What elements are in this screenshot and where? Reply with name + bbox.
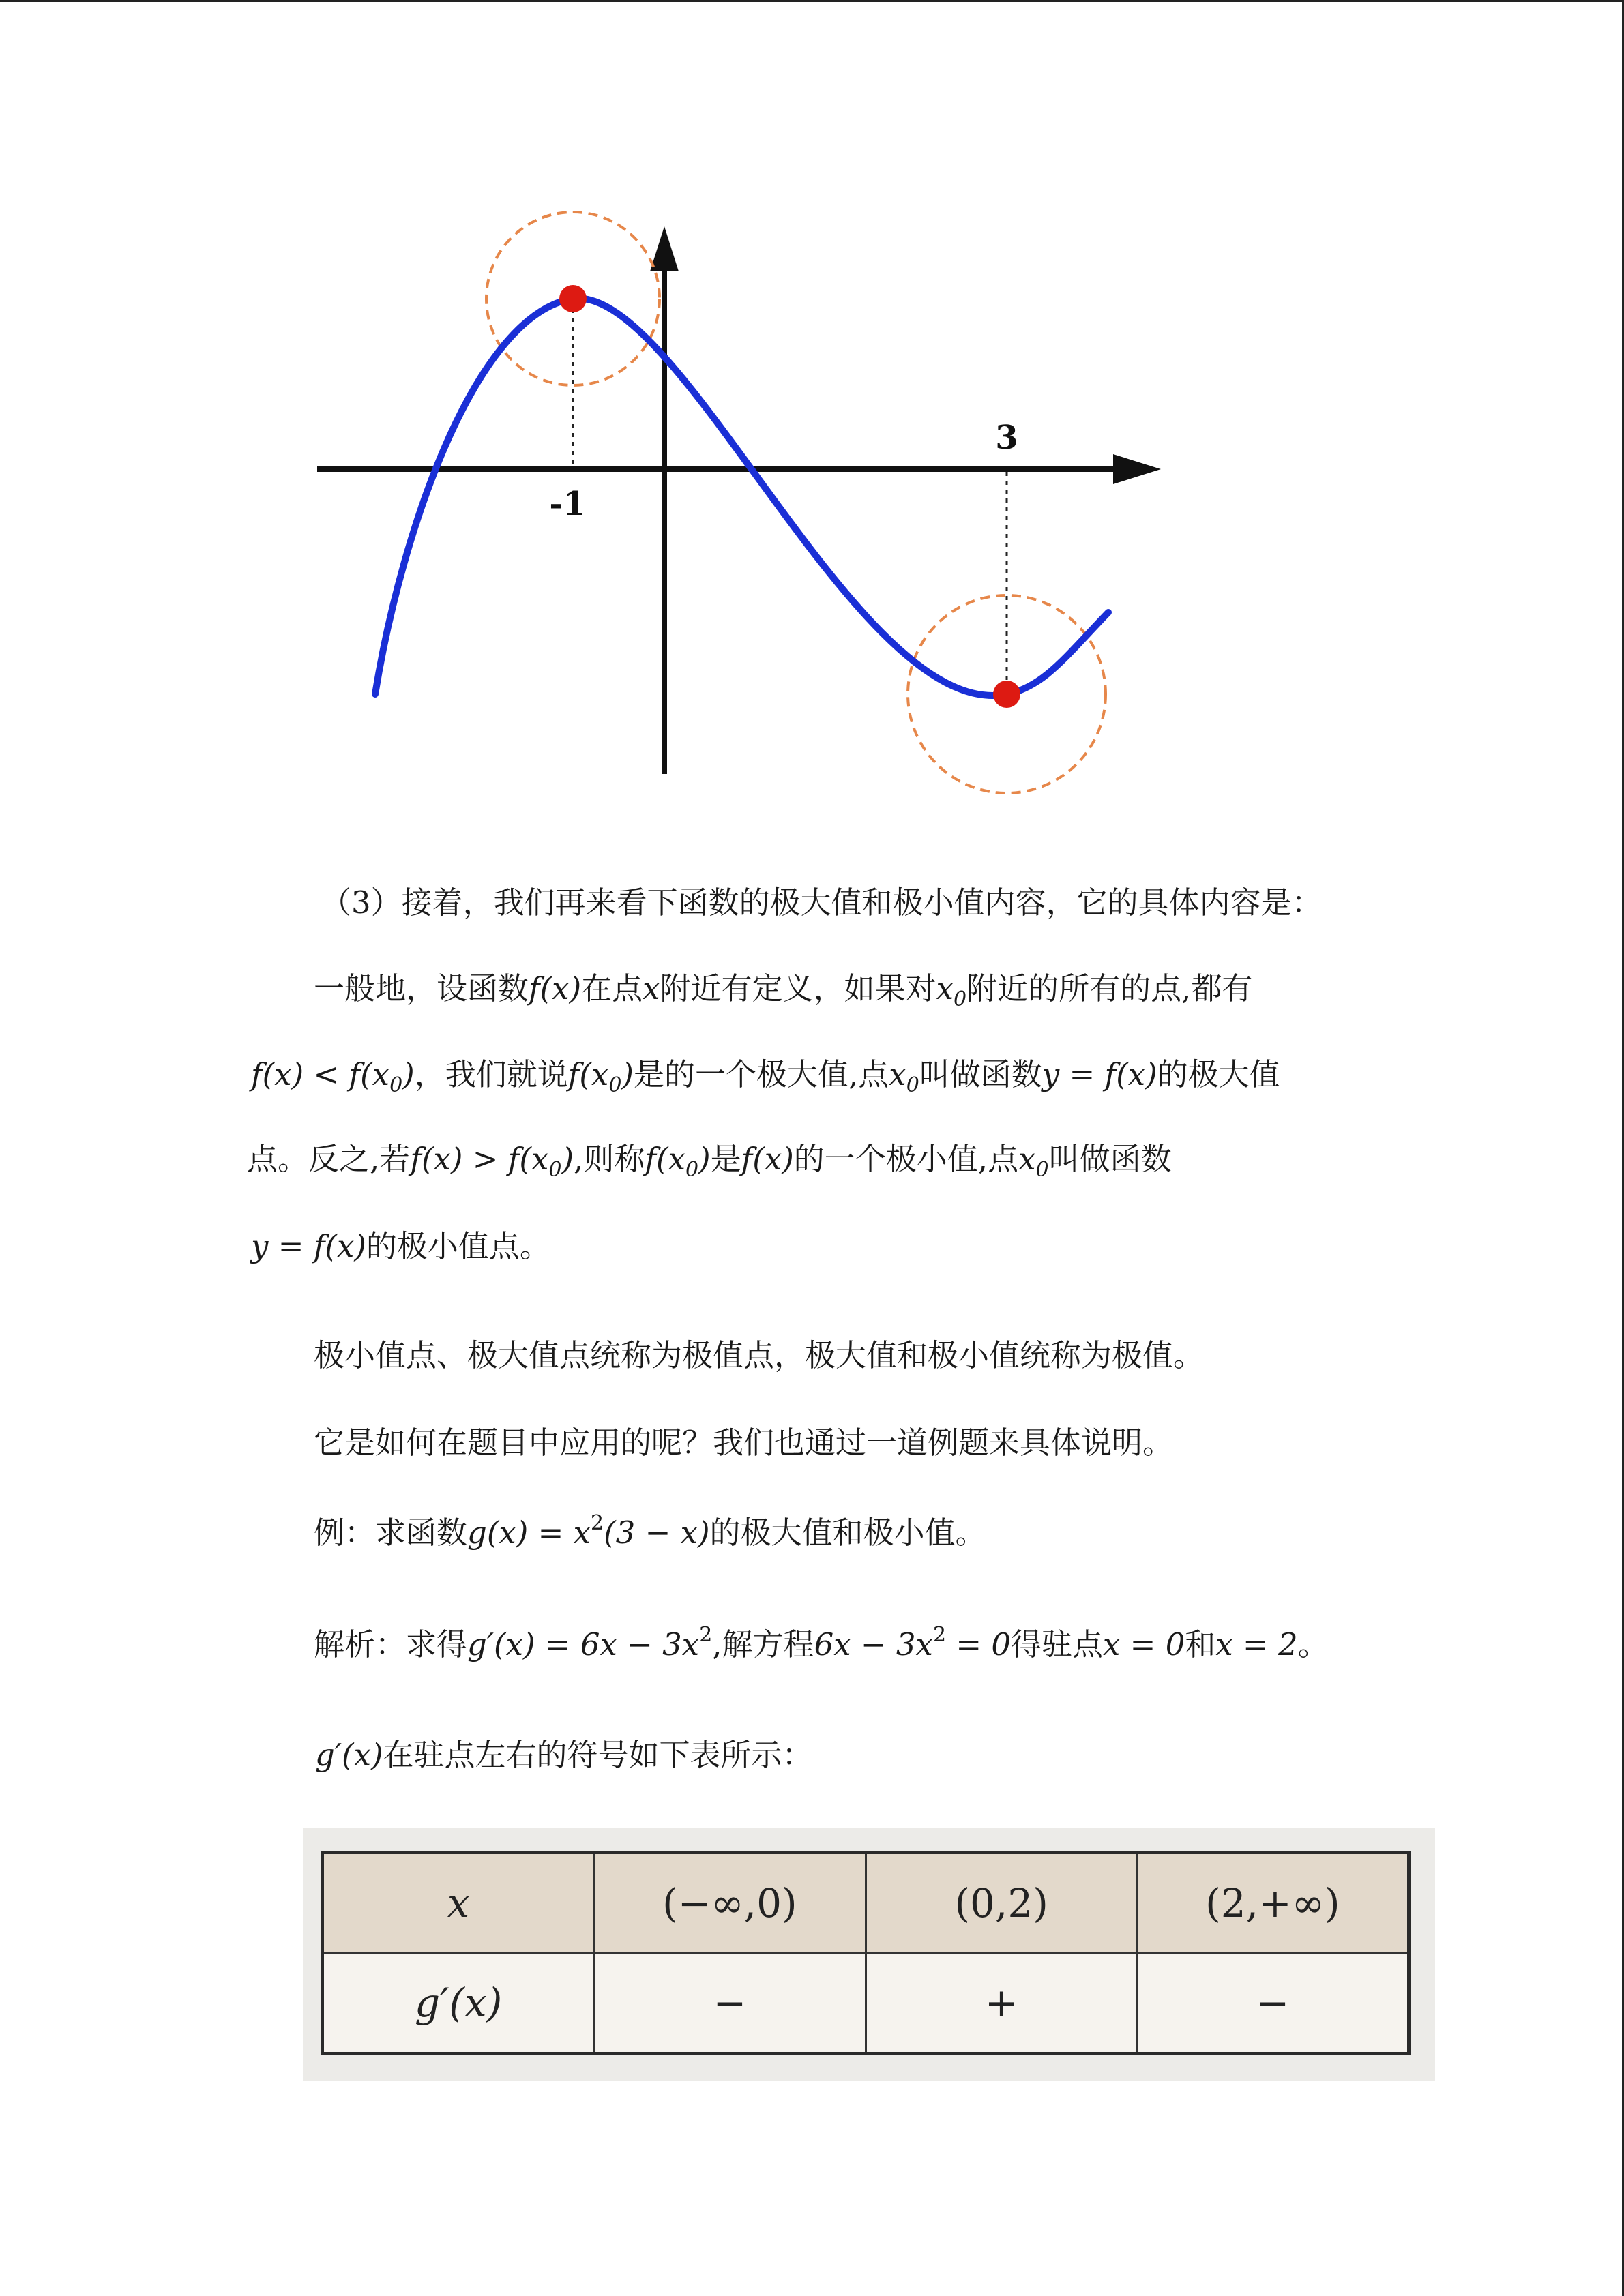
table-value-cell: g′(x) bbox=[323, 1953, 594, 2054]
y-axis-arrow bbox=[650, 226, 679, 271]
definition-line-4: y = f(x)的极小值点。 bbox=[251, 1228, 550, 1264]
function-graph bbox=[300, 205, 1187, 798]
table-value-row bbox=[323, 1953, 1409, 2054]
extremum-summary: 极小值点、极大值点统称为极值点，极大值和极小值统称为极值。 bbox=[314, 1337, 1205, 1373]
x-axis-arrow bbox=[1113, 454, 1161, 484]
table-caption: g′(x)在驻点左右的符号如下表所示： bbox=[315, 1737, 813, 1773]
example-solution: 解析：求得$g'(x) = 6x - 3x^2$,解方程$6x - 3x^2 = 0$得驻点x = 0和x = 2。 bbox=[314, 1623, 1329, 1663]
example-question: 例：求函数$g(x) = x^2(3 - x)$的极大值和极小值。 bbox=[314, 1511, 986, 1551]
table-header-cell: x bbox=[323, 1853, 594, 1954]
page-top-border bbox=[0, 0, 1624, 2]
table-value-cell: − bbox=[1137, 1953, 1408, 2054]
sign-table bbox=[321, 1851, 1411, 2055]
table-header-cell: (0,2) bbox=[866, 1853, 1137, 1954]
definition-line-2: $f(x) < f(x_0)$，我们就说$f(x_0)$是的一个极大值,点$x_0$叫做函数y = f(x)的极大值 bbox=[251, 1056, 1280, 1097]
definition-line-1: 一般地，设函数f(x)在点x附近有定义，如果对$x_0$附近的所有的点,都有 bbox=[314, 970, 1253, 1011]
maximum-point bbox=[559, 285, 587, 312]
minimum-point bbox=[993, 681, 1020, 708]
table-header-cell: (2,+∞) bbox=[1137, 1853, 1408, 1954]
definition-line-3: 点。反之,若$f(x) > f(x_0)$,则称$f(x_0)$是f(x)的一个极小值,点$x_0$叫做函数 bbox=[247, 1141, 1172, 1182]
x-tick-label-max: 3 bbox=[995, 419, 1018, 457]
sign-table-image bbox=[303, 1828, 1435, 2081]
x-tick-label-min: -1 bbox=[549, 485, 586, 523]
function-curve bbox=[375, 299, 1108, 696]
section-intro: （3）接着，我们再来看下函数的极大值和极小值内容，它的具体内容是： bbox=[321, 884, 1323, 921]
example-intro: 它是如何在题目中应用的呢？我们也通过一道例题来具体说明。 bbox=[314, 1425, 1174, 1461]
table-header-row bbox=[323, 1853, 1409, 1954]
table-value-cell: − bbox=[594, 1953, 866, 2054]
table-value-cell: + bbox=[866, 1953, 1137, 2054]
table-header-cell: (−∞,0) bbox=[594, 1853, 866, 1954]
